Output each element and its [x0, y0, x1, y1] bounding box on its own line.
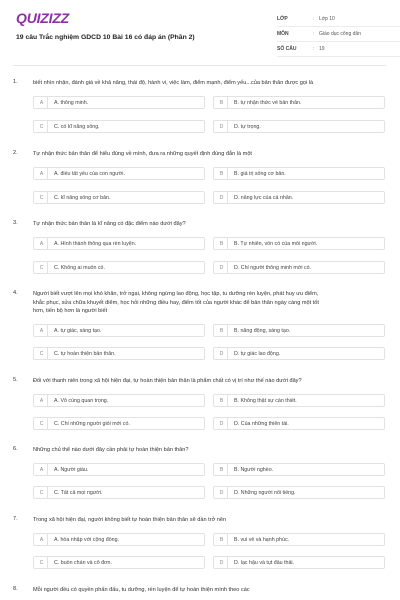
- option-c[interactable]: [33, 556, 205, 569]
- option-letter: B: [216, 97, 228, 108]
- option-letter: B: [216, 325, 228, 336]
- option-d[interactable]: [213, 261, 385, 274]
- meta-row-subject: [277, 27, 400, 42]
- option-letter: A: [36, 464, 48, 475]
- meta-value: 19: [319, 46, 325, 52]
- option-text: B. tự nhận thức về bản thân.: [234, 99, 302, 106]
- option-letter: C: [36, 487, 48, 498]
- option-b[interactable]: [213, 324, 385, 337]
- option-text: B. Người nghèo.: [234, 466, 274, 473]
- option-d[interactable]: [213, 120, 385, 133]
- meta-row-class: [277, 12, 400, 27]
- meta-table: [277, 12, 400, 57]
- option-letter: C: [36, 121, 48, 132]
- meta-key: LỚP: [277, 16, 288, 22]
- option-text: A. tự giác, sáng tạo.: [54, 327, 102, 334]
- option-text: C. buồn chán và cô đơn.: [54, 559, 112, 566]
- question-line: Những chủ thể nào dưới đây cần phải tự hoàn thiện bản thân?: [33, 447, 189, 453]
- option-letter: D: [216, 348, 228, 359]
- quizizz-logo[interactable]: QUIZIZZ: [16, 10, 70, 26]
- question-number: 8.: [13, 586, 18, 592]
- question-number: 5.: [13, 377, 18, 383]
- option-text: A. hòa nhập với cộng đồng.: [54, 536, 120, 543]
- option-letter: D: [216, 121, 228, 132]
- question-line: Tự nhận thức bản thân là kĩ năng có đặc điểm nào dưới đây?: [33, 221, 186, 227]
- option-b[interactable]: [213, 96, 385, 109]
- option-d[interactable]: [213, 556, 385, 569]
- option-b[interactable]: [213, 167, 385, 180]
- option-letter: C: [36, 557, 48, 568]
- option-text: D. tự trọng.: [234, 123, 261, 130]
- question-line: Đối với thanh niên trong xã hội hiện đại, tự hoàn thiện bản thân là phẩm chất có vị trí như thế nào dưới đây?: [33, 378, 302, 384]
- option-letter: C: [36, 348, 48, 359]
- option-text: B. Không thật sự cần thiết.: [234, 397, 297, 404]
- option-text: D. tự giác lao động.: [234, 350, 281, 357]
- question-line: Người biết vượt lên mọi khó khăn, trở ngại, không ngừng lao động, học tập, tu dưỡng rèn luyện, phát huy ưu điểm,: [33, 291, 319, 297]
- option-text: D. Của những thiên tài.: [234, 420, 289, 427]
- question-text: [33, 150, 383, 159]
- option-b[interactable]: [213, 237, 385, 250]
- option-letter: A: [36, 168, 48, 179]
- option-letter: B: [216, 395, 228, 406]
- option-letter: C: [36, 418, 48, 429]
- option-letter: D: [216, 418, 228, 429]
- question-number: 7.: [13, 516, 18, 522]
- option-a[interactable]: [33, 463, 205, 476]
- option-letter: D: [216, 192, 228, 203]
- meta-separator: :: [313, 16, 315, 22]
- question-text: [33, 377, 383, 386]
- option-a[interactable]: [33, 237, 205, 250]
- option-letter: B: [216, 534, 228, 545]
- option-c[interactable]: [33, 191, 205, 204]
- meta-value: Lớp 10: [319, 16, 335, 22]
- option-text: B. vui vẻ và hạnh phúc.: [234, 536, 290, 543]
- option-letter: A: [36, 325, 48, 336]
- option-text: C. kĩ năng sống cơ bản.: [54, 194, 111, 201]
- option-letter: A: [36, 238, 48, 249]
- meta-key: MÔN: [277, 31, 289, 37]
- option-text: B. Tự nhiên, vốn có của mỗi người.: [234, 240, 318, 247]
- option-letter: A: [36, 534, 48, 545]
- document-title: 19 câu Trắc nghiệm GDCD 10 Bài 16 có đáp án (Phần 2): [16, 34, 195, 41]
- question-text: [33, 220, 383, 229]
- question-number: 6.: [13, 446, 18, 452]
- option-letter: D: [216, 487, 228, 498]
- option-letter: B: [216, 168, 228, 179]
- option-a[interactable]: [33, 394, 205, 407]
- option-letter: C: [36, 262, 48, 273]
- option-letter: B: [216, 238, 228, 249]
- option-letter: A: [36, 97, 48, 108]
- option-b[interactable]: [213, 394, 385, 407]
- option-a[interactable]: [33, 324, 205, 337]
- option-text: D. lạc hậu và tụt đầu thải.: [234, 559, 295, 566]
- question-line: khắc phục, sửa chữa khuyết điểm, học hỏi những điều hay, điểm tốt của người khác để bản thân ngày càng một tốt: [33, 299, 319, 306]
- question-line: biết nhìn nhận, đánh giá về khả năng, thái độ, hành vi, việc làm, điểm mạnh, điểm yếu...của bản thân được gọi là: [33, 80, 314, 86]
- option-text: C. Không ai muốn có.: [54, 264, 105, 271]
- option-text: C. Tất cả mọi người.: [54, 489, 103, 496]
- question-text: [33, 586, 383, 595]
- option-text: D. Những người nổi tiếng.: [234, 489, 296, 496]
- option-text: B. giá trị sống cơ bản.: [234, 170, 286, 177]
- option-text: C. tự hoàn thiện bản thân.: [54, 350, 116, 357]
- question-text: [33, 79, 383, 88]
- option-c[interactable]: [33, 120, 205, 133]
- option-c[interactable]: [33, 417, 205, 430]
- option-text: D. Chỉ người thông minh mới có.: [234, 264, 312, 271]
- option-a[interactable]: [33, 167, 205, 180]
- question-text: [33, 446, 383, 455]
- option-d[interactable]: [213, 417, 385, 430]
- question-text: [33, 290, 383, 316]
- option-text: A. Người giàu.: [54, 466, 89, 473]
- option-letter: A: [36, 395, 48, 406]
- option-c[interactable]: [33, 347, 205, 360]
- meta-key: SỐ CÂU: [277, 46, 297, 52]
- meta-separator: :: [313, 31, 315, 37]
- meta-value: Giáo dục công dân: [319, 31, 361, 37]
- meta-row-count: [277, 42, 400, 57]
- question-number: 2.: [13, 150, 18, 156]
- option-text: D. năng lực của cá nhân.: [234, 194, 294, 201]
- option-b[interactable]: [213, 463, 385, 476]
- question-line: Mỗi người đều có quyền phấn đấu, tu dưỡng, rèn luyện để tự hoàn thiện mình theo các: [33, 587, 250, 593]
- option-text: A. Hình thành thông qua rèn luyện.: [54, 240, 137, 247]
- question-line: Trong xã hội hiện đại, người không biết tự hoàn thiện bản thân sẽ dần trở nên: [33, 517, 227, 523]
- option-b[interactable]: [213, 533, 385, 546]
- option-a[interactable]: [33, 96, 205, 109]
- question-number: 4.: [13, 290, 18, 296]
- option-text: A. Vô cùng quan trọng.: [54, 397, 109, 404]
- option-letter: D: [216, 557, 228, 568]
- option-text: C. có kĩ năng sống.: [54, 123, 100, 130]
- meta-separator: :: [313, 46, 315, 52]
- option-text: A. thông minh.: [54, 99, 89, 106]
- option-text: A. điều tất yếu của con người.: [54, 170, 125, 177]
- question-number: 1.: [13, 79, 18, 85]
- option-d[interactable]: [213, 347, 385, 360]
- option-d[interactable]: [213, 191, 385, 204]
- option-a[interactable]: [33, 533, 205, 546]
- option-letter: C: [36, 192, 48, 203]
- question-line: Tự nhận thức bản thân để hiểu đúng về mình, đưa ra những quyết định đúng đắn là một: [33, 151, 252, 157]
- option-c[interactable]: [33, 261, 205, 274]
- option-letter: D: [216, 262, 228, 273]
- option-d[interactable]: [213, 486, 385, 499]
- option-text: B. năng động, sáng tạo.: [234, 327, 291, 334]
- page-header: [13, 0, 386, 66]
- question-number: 3.: [13, 220, 18, 226]
- question-text: [33, 516, 383, 525]
- question-line: hơn, tiến bộ hơn là người biết: [33, 308, 108, 315]
- option-letter: B: [216, 464, 228, 475]
- option-c[interactable]: [33, 486, 205, 499]
- option-text: C. Chỉ những người giỏi mới có.: [54, 420, 130, 427]
